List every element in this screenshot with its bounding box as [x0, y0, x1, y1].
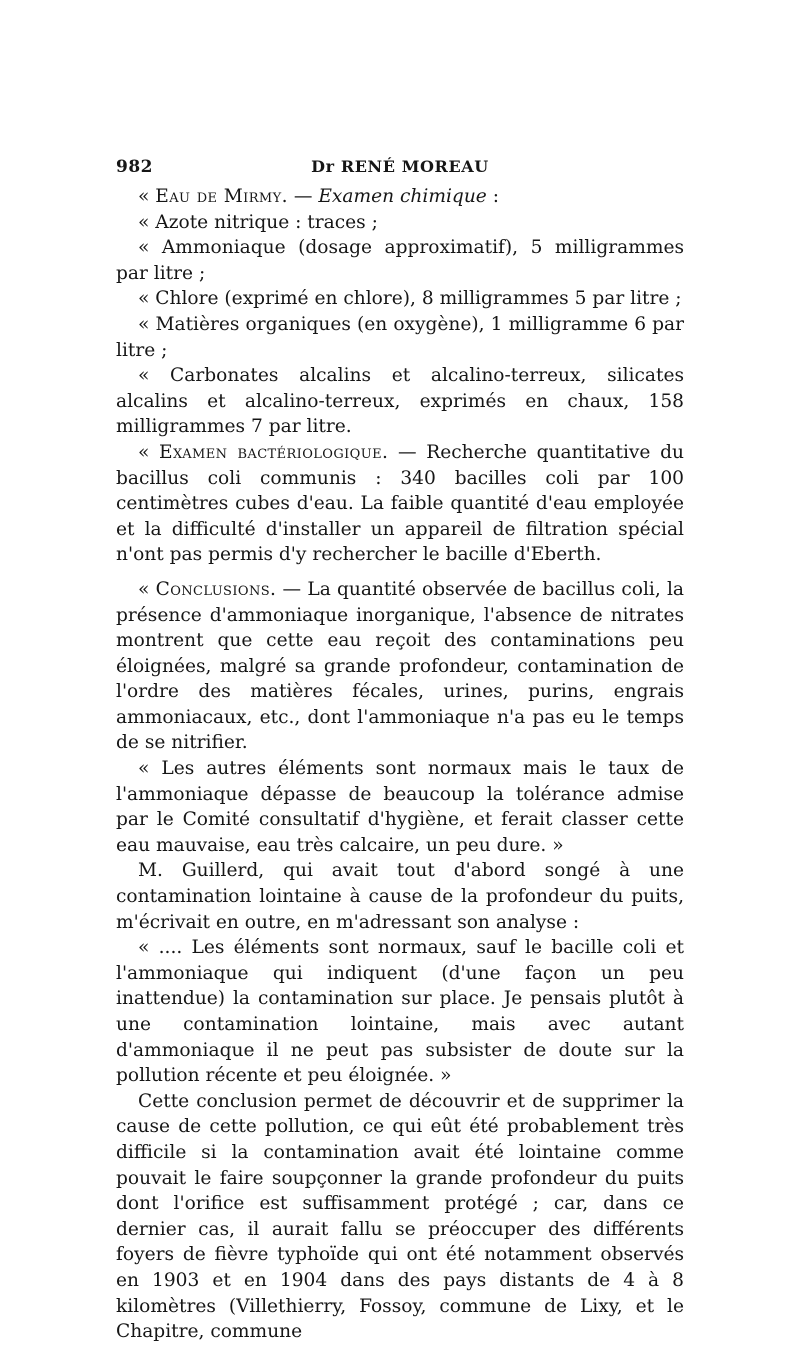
section-label: Eau de Mirmy. — [155, 186, 288, 207]
body-text — [116, 184, 684, 1345]
running-title: Dr RENÉ MOREAU — [311, 157, 489, 176]
paragraph-cette-conclusion: Cette conclusion permet de découvrir et de supprimer la cause de cette pollution, ce qui eût été probablement très difficile si la contamination avait été lointaine comme pouvait le faire soupçonner la grande profondeur du puits dont l'orifice est suffisamment protégé ; car, dans ce dernier cas, il aurait fallu se préoccuper des différents foyers de fièvre typhoïde qui ont été notamment observés en 1903 et en 1904 dans des pays distants de 4 à 8 kilomètres (Villethierry, Fossoy, commune de Lixy, et le Chapitre, commune — [116, 1090, 684, 1343]
paragraph-autres-elements: « Les autres éléments sont normaux mais le taux de l'ammoniaque dépasse de beaucoup la tolérance admise par le Comité consultatif d'hygiène, et ferait classer cette eau mauvaise, eau très calcaire, un peu dure. » — [116, 758, 684, 856]
analysis-line-matieres-organiques: « Matières organiques (en oxygène), 1 milligramme 6 par litre ; — [116, 313, 684, 361]
analysis-line-ammoniaque: « Ammoniaque (dosage approximatif), 5 milligrammes par litre ; — [116, 237, 684, 284]
analysis-line-azote: « Azote nitrique : traces ; — [138, 211, 378, 233]
paragraph-examen-bacteriologique: « Examen bactériologique. — Recherche quantitative du bacillus coli communis : 340 bacilles coli par 100 centimètres cubes d'eau. La faible quantité d'eau employée et la difficulté d'installer un appareil de filtration spécial n'ont pas permis d'y rechercher le bacille d'Eberth. — [116, 441, 684, 566]
page-number: 982 — [116, 157, 153, 177]
analysis-line-carbonates: « Carbonates alcalins et alcalino-terreux, silicates alcalins et alcalino-terreux, exprimés en chaux, 158 milligrammes 7 par litre. — [116, 365, 684, 438]
section-heading-eau-de-mirmy: « Eau de Mirmy. — Examen chimique : — [138, 186, 499, 207]
analysis-line-chlore: « Chlore (exprimé en chlore), 8 milligrammes 5 par litre ; — [138, 288, 682, 310]
paragraph-guillerd: M. Guillerd, qui avait tout d'abord songé à une contamination lointaine à cause de la profondeur du puits, m'écrivait en outre, en m'adressant son analyse : — [116, 860, 684, 933]
paragraph-conclusions: « Conclusions. — La quantité observée de bacillus coli, la présence d'ammoniaque inorganique, l'absence de nitrates montrent que cette eau reçoit des contaminations peu éloignées, malgré sa grande profondeur, contamination de l'ordre des matières fécales, urines, purins, engrais ammoniacaux, etc., dont l'ammoniaque n'a pas eu le temps de se nitrifier. — [116, 578, 684, 754]
page-header — [116, 157, 684, 183]
section-label: Conclusions. — [155, 578, 277, 600]
section-subtitle: Examen chimique — [318, 186, 487, 207]
paragraph-quote-elements: « .... Les éléments sont normaux, sauf le bacille coli et l'ammoniaque qui indiquent (d'une façon un peu inattendue) la contamination sur place. Je pensais plutôt à une contamination lointaine, mais avec autant d'ammoniaque il ne peut pas subsister de doute sur la pollution récente et peu éloignée. » — [116, 937, 684, 1087]
section-label: Examen bactériologique. — [159, 441, 389, 463]
